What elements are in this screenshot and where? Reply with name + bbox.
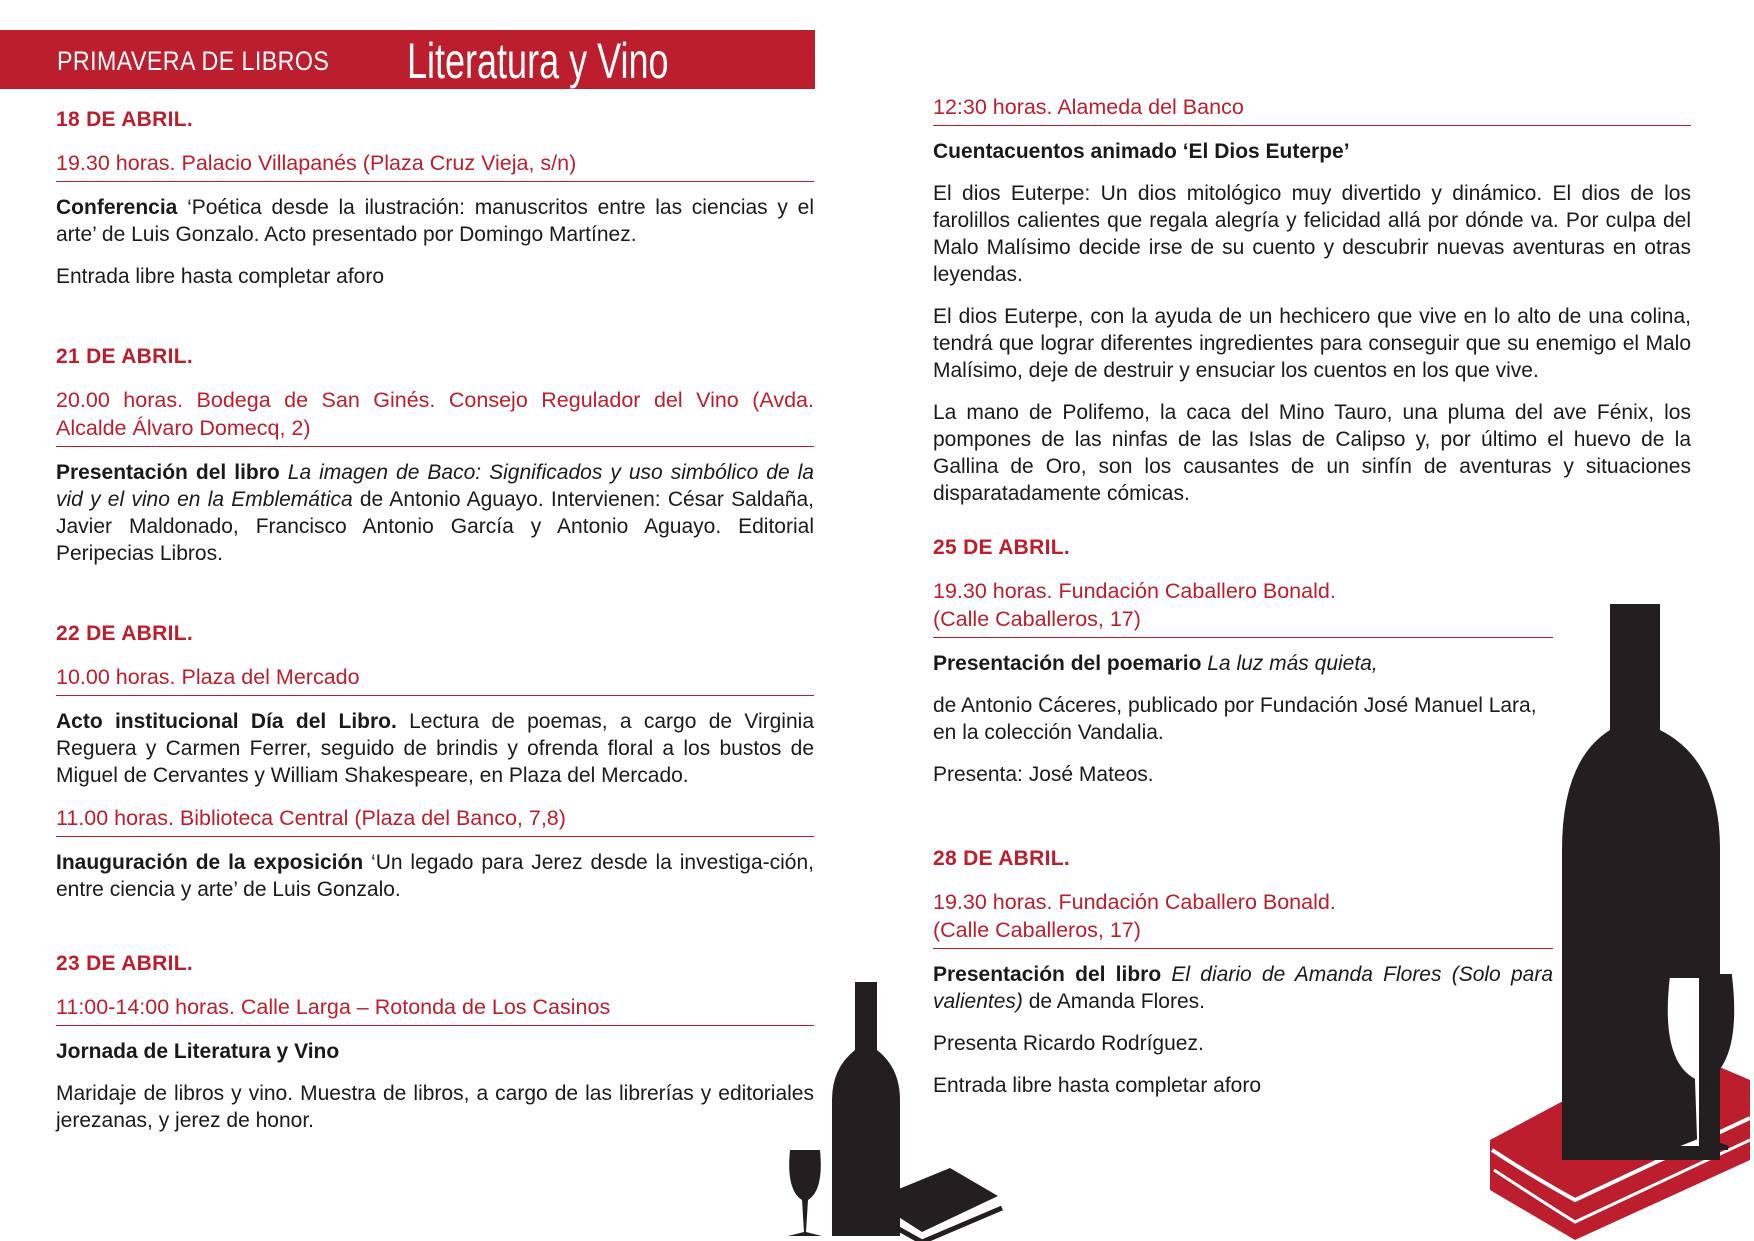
event-date: 25 DE ABRIL. — [933, 536, 1071, 559]
event-note: Entrada libre hasta completar aforo — [933, 1074, 1262, 1097]
event-venue-second: 11.00 horas. Biblioteca Central (Plaza del Banco, 7,8) — [56, 804, 814, 837]
right-column — [933, 93, 1691, 1114]
event-28-april — [933, 847, 1553, 1099]
event-description-3: La mano de Polifemo, la caca del Mino Tauro, una pluma del ave Fénix, los pompones de las ninfas de las Islas de Calipso y, por último el huevo de la Gallina de Oro, son los causantes de un sinfín de aventuras y situaciones disparatadamente cómicas. — [933, 401, 1691, 505]
event-type: Cuentacuentos animado ‘El Dios Euterpe’ — [933, 140, 1350, 163]
event-description — [56, 708, 814, 789]
event-date: 23 DE ABRIL. — [56, 952, 194, 975]
event-18-april — [56, 108, 814, 290]
event-detail: ‘Poética desde la ilustración: manuscritos entre las ciencias y el arte’ de Luis Gonzalo. Acto presentado por Domingo Martínez. — [56, 196, 814, 246]
event-type: Acto institucional Día del Libro. — [56, 710, 397, 733]
event-date: 18 DE ABRIL. — [56, 108, 194, 131]
book-title: La luz más quieta, — [1201, 652, 1378, 675]
event-description-second — [56, 849, 814, 903]
event-type: Jornada de Literatura y Vino — [56, 1040, 340, 1063]
event-note: Entrada libre hasta completar aforo — [56, 265, 385, 288]
small-wine-glass-icon — [788, 1150, 822, 1236]
event-type: Presentación del libro — [933, 963, 1162, 986]
event-description — [56, 459, 814, 567]
event-date: 28 DE ABRIL. — [933, 847, 1071, 870]
event-venue: 20.00 horas. Bodega de San Ginés. Consejo Regulador del Vino (Avda. Alcalde Álvaro Domecq, 2) — [56, 386, 814, 447]
event-21-april — [56, 345, 814, 567]
event-detail: Lectura de poemas, a cargo de Virginia Reguera y Carmen Ferrer, seguido de brindis y ofrenda floral a los bustos de Miguel de Cervantes y William Shakespeare, en Plaza del Mercado. — [56, 710, 814, 787]
event-description: Maridaje de libros y vino. Muestra de libros, a cargo de las librerías y editoriales jerezanas, y jerez de honor. — [56, 1082, 814, 1132]
event-25-april — [933, 536, 1553, 788]
venue-line-2: (Calle Caballeros, 17) — [933, 607, 1141, 631]
event-type: Presentación del poemario — [933, 652, 1202, 675]
event-venue: 10.00 horas. Plaza del Mercado — [56, 663, 814, 696]
event-presenter: Presenta Ricardo Rodríguez. — [933, 1032, 1204, 1055]
event-23-april-continued — [933, 93, 1691, 507]
header-series-title: PRIMAVERA DE LIBROS — [57, 46, 330, 76]
event-detail: de Amanda Flores. — [1022, 990, 1205, 1013]
event-venue: 19.30 horas. Palacio Villapanés (Plaza Cruz Vieja, s/n) — [56, 149, 814, 182]
book-title: La imagen de Baco: Significados y uso simbólico de la vid y el vino en la Emblemática — [56, 461, 814, 511]
venue-line-1: 19.30 horas. Fundación Caballero Bonald. — [933, 579, 1336, 603]
event-22-april — [56, 622, 814, 903]
venue-line-1: 19.30 horas. Fundación Caballero Bonald. — [933, 890, 1336, 914]
event-description — [56, 194, 814, 248]
event-presenter: Presenta: José Mateos. — [933, 763, 1154, 786]
left-column — [56, 108, 814, 1149]
small-wine-bottle-icon — [832, 982, 900, 1236]
event-detail: ‘Un legado para Jerez desde la investiga-ción, entre ciencia y arte’ de Luis Gonzalo. — [56, 851, 814, 901]
book-title: El diario de Amanda Flores (Solo para valientes) — [933, 963, 1553, 1013]
event-venue: 11:00-14:00 horas. Calle Larga – Rotonda de Los Casinos — [56, 993, 814, 1026]
event-23-april — [56, 952, 814, 1134]
event-description — [933, 961, 1553, 1015]
event-venue: 12:30 horas. Alameda del Banco — [933, 93, 1691, 126]
event-type: Presentación del libro — [56, 461, 280, 484]
event-title — [56, 1038, 814, 1065]
event-venue — [933, 577, 1553, 638]
event-type: Inauguración de la exposición — [56, 851, 364, 874]
header-event-title: Literatura y Vino — [407, 33, 669, 89]
event-detail: de Antonio Aguayo. Intervienen: César Saldaña, Javier Maldonado, Francisco Antonio García y Antonio Aguayo. Editorial Peripecias Libros. — [56, 488, 814, 565]
event-venue — [933, 888, 1553, 949]
event-description: El dios Euterpe: Un dios mitológico muy divertido y dinámico. El dios de los farolillos calientes que regala alegría y felicidad allá por dónde va. Por culpa del Malo Malísimo decide irse de su cuento y descubrir nuevas aventuras en otras leyendas. — [933, 182, 1691, 286]
event-description — [933, 650, 1553, 677]
event-type: Conferencia — [56, 196, 178, 219]
event-description-2: El dios Euterpe, con la ayuda de un hechicero que vive en lo alto de una colina, tendrá que lograr diferentes ingredientes para conseguir que su enemigo el Malo Malísimo, deje de destruir y ensuciar los cuentos en los que vive. — [933, 305, 1691, 382]
venue-line-2: (Calle Caballeros, 17) — [933, 918, 1141, 942]
event-date: 22 DE ABRIL. — [56, 622, 194, 645]
event-detail: de Antonio Cáceres, publicado por Fundación José Manuel Lara, en la colección Vandalia. — [933, 694, 1537, 744]
event-title — [933, 138, 1691, 165]
event-date: 21 DE ABRIL. — [56, 345, 194, 368]
